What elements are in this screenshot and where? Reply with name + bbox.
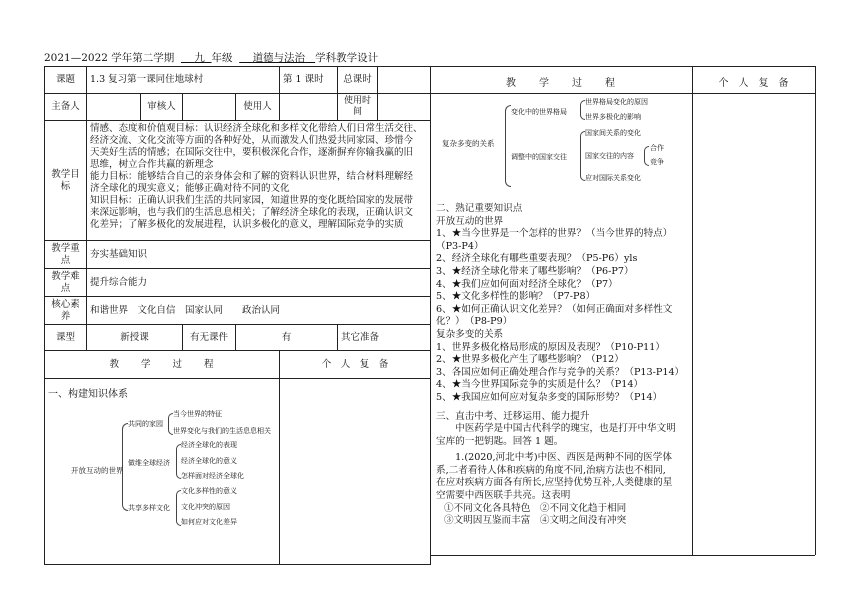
rmindmap-branch-2: 调整中的国家交往 bbox=[511, 153, 567, 161]
mindmap-leaf-3-3: 如何应对文化差异 bbox=[181, 518, 237, 526]
mindmap-leaf-1-1: 当今世界的特征 bbox=[173, 410, 222, 418]
school-year: 2021—2022 学年第二学期 bbox=[44, 52, 175, 64]
right-text-body bbox=[436, 203, 690, 528]
mindmap-leaf-2-3: 怎样面对经济全球化 bbox=[181, 472, 244, 480]
right-bottom-border bbox=[430, 555, 815, 556]
other-label: 其它准备 bbox=[338, 325, 431, 351]
paragraph-line: 系,二者看待人体和疾病的角度不同,治病方法也不相同, bbox=[436, 464, 666, 476]
author-value bbox=[87, 94, 141, 121]
paragraph-line: 宝库的一把钥匙。回答 1 题。 bbox=[436, 435, 564, 447]
reviewer-value bbox=[183, 94, 236, 121]
exam-options bbox=[436, 503, 690, 528]
rmindmap-leaf-2-3: 应对国际关系变化 bbox=[585, 174, 641, 182]
goals-line: 经济交流、文化交流等方面的各种好处，从而激发人们热爱共同家园、珍惜今 bbox=[90, 135, 414, 146]
grade-value: 九 bbox=[194, 52, 205, 64]
courseware-value: 有 bbox=[236, 325, 338, 351]
rmindmap-sub-cooperation: 合作 bbox=[650, 144, 664, 152]
rmindmap-brace-sub bbox=[644, 146, 649, 166]
goals-line: 思维，树立合作共赢的新理念 bbox=[90, 159, 214, 170]
section-exam-practice: 三、直击中考、迁移运用、能力提升 bbox=[436, 410, 590, 422]
goals-line: 来深远影响，也与我们的生活息息相关；了解经济全球化的表现，正确认识文 bbox=[90, 207, 414, 218]
paragraph-line: 在应对疾病方面各有所长,应坚持优势互补,人类健康的星 bbox=[436, 477, 673, 489]
key-point-item: 3、★经济全球化带来了哪些影响？（P6-P7） bbox=[436, 265, 634, 277]
mindmap-branch-3: 共享多样文化 bbox=[128, 504, 170, 512]
mindmap-root-left: 开放互动的世界 bbox=[71, 466, 124, 475]
option-line: ①不同文化各具特色 ②不同文化趋于相同 bbox=[444, 502, 627, 514]
use-time-label: 使用时间 bbox=[338, 94, 378, 121]
exam-intro-paragraph bbox=[436, 423, 690, 448]
paragraph-line: 空需要中西医联手共亮。这表明 bbox=[436, 490, 571, 502]
key-point-item: （P3-P4） bbox=[436, 240, 484, 252]
rmindmap-leaf-1-1: 世界格局变化的原因 bbox=[585, 98, 648, 106]
key-point-item: 4、★当今世界国际竞争的实质是什么？（P14） bbox=[436, 379, 644, 391]
rmindmap-leaf-2-1: 国家间关系的变化 bbox=[585, 129, 641, 137]
rmindmap-leaf-1-2: 世界多极化的影响 bbox=[585, 113, 641, 121]
left-personal-body bbox=[280, 379, 431, 565]
header-suffix: 学科教学设计 bbox=[315, 52, 379, 64]
total-periods-value bbox=[378, 67, 431, 94]
mindmap-root-right: 复杂多变的关系 bbox=[442, 139, 495, 148]
goals-line: 济全球化的现实意义；能够正确对待不同的文化 bbox=[90, 183, 290, 194]
exam-question-paragraph bbox=[436, 452, 690, 502]
paragraph-line: 1.(2020,河北中考)中医、西医是两种不同的医学体 bbox=[436, 452, 672, 464]
literacy-label: 核心素养 bbox=[45, 297, 87, 325]
key-point-item: 1、★当今世界是一个怎样的世界？（当今世界的特点） bbox=[436, 228, 673, 240]
section-key-points: 二、熟记重要知识点 bbox=[436, 203, 523, 214]
key-point-item: 化？） （P8-P9） bbox=[436, 316, 513, 328]
paragraph-line: 中医药学是中国古代科学的瑰宝，也是打开中华文明 bbox=[436, 423, 676, 435]
right-outer-border bbox=[815, 66, 816, 555]
mindmap-leaf-2-1: 经济全球化的表现 bbox=[181, 441, 237, 449]
section-build-knowledge: 一、构建知识体系 bbox=[48, 389, 128, 400]
process-label-left: 教 学 过 程 bbox=[45, 351, 280, 379]
rmindmap-branch-1: 变化中的世界格局 bbox=[511, 108, 567, 116]
goals-line: 能力目标：能够结合自己的亲身体会和了解的资料认识世界，结合材料理解经 bbox=[90, 171, 414, 182]
goals-label: 教学目标 bbox=[45, 121, 87, 241]
lesson-info-table bbox=[44, 66, 431, 565]
difficulty-label: 教学难点 bbox=[45, 269, 87, 297]
total-periods-label: 总课时 bbox=[338, 67, 378, 94]
key-points-list-1 bbox=[436, 228, 690, 329]
goals-line: 天美好生活的情感；在国际交往中，要积极深化合作，逐渐摒弃你输我赢的旧 bbox=[90, 147, 414, 158]
reviewer-label: 审核人 bbox=[141, 94, 183, 121]
period-value: 第 1 课时 bbox=[280, 67, 338, 94]
right-column-divider bbox=[692, 66, 693, 555]
mindmap-leaf-3-1: 文化多样性的意义 bbox=[181, 487, 237, 495]
courseware-label: 有无课件 bbox=[183, 325, 236, 351]
option-line: ③文明因互鉴而丰富 ④文明之间没有冲突 bbox=[444, 515, 627, 527]
grade-label: 年级 bbox=[211, 52, 233, 64]
personal-label-left: 个 人 复 备 bbox=[280, 351, 431, 379]
author-label: 主备人 bbox=[45, 94, 87, 121]
topic-label: 课题 bbox=[45, 67, 87, 94]
rmindmap-brace-main bbox=[505, 105, 511, 187]
rmindmap-leaf-2-2: 国家交往的内容 bbox=[585, 152, 634, 160]
right-header-divider bbox=[430, 93, 815, 94]
literacy-value: 和谐世界 文化自信 国家认同 政治认同 bbox=[87, 297, 431, 325]
mindmap-leaf-1-2: 世界变化与我们的生活息息相关 bbox=[173, 427, 271, 435]
key-point-item: 6、★如何正确认识文化差异？（如何正确面对多样性文 bbox=[436, 303, 673, 315]
difficulty-value: 提升综合能力 bbox=[87, 269, 431, 297]
document-header bbox=[44, 50, 378, 65]
type-label: 课型 bbox=[45, 325, 87, 351]
user-value bbox=[280, 94, 338, 121]
key-point-item: 3、各国应如何正确处理合作与竞争的关系？（P13-P14） bbox=[436, 366, 685, 378]
key-point-item: 5、★文化多样性的影响？（P7-P8） bbox=[436, 291, 596, 303]
personal-label-right: 个 人 复 备 bbox=[718, 78, 789, 89]
goals-line: 化差异；了解多极化的发展进程，认识多极化的意义，理解国际竞争的实质 bbox=[90, 219, 404, 230]
goals-line: 情感、态度和价值观目标：认识经济全球化和多样文化带给人们日常生活交往、 bbox=[90, 123, 423, 134]
user-label: 使用人 bbox=[236, 94, 280, 121]
mindmap-leaf-3-2: 文化冲突的原因 bbox=[181, 503, 230, 511]
key-point-item: 1、世界多极化格局形成的原因及表现？（P10-P11） bbox=[436, 341, 665, 353]
key-point-item: 4、★我们应如何面对经济全球化？（P7） bbox=[436, 278, 618, 290]
type-value: 新授课 bbox=[87, 325, 183, 351]
process-label-right: 教 学 过 程 bbox=[506, 78, 616, 89]
right-top-border bbox=[430, 66, 815, 67]
use-time-value bbox=[378, 94, 431, 121]
goals-line: 知识目标：正确认识我们生活的共同家园，知道世界的变化既给国家的发展带 bbox=[90, 195, 414, 206]
key-value: 夯实基础知识 bbox=[87, 241, 431, 269]
key-point-item: 5、★我国应如何应对复杂多变的国际形势？（P14） bbox=[436, 391, 663, 403]
rmindmap-sub-competition: 竞争 bbox=[650, 158, 664, 166]
mindmap-branch-2: 做维全球经济 bbox=[128, 459, 170, 467]
key-point-item: 2、★世界多极化产生了哪些影响？（P12） bbox=[436, 354, 624, 366]
key-label: 教学重点 bbox=[45, 241, 87, 269]
subheading-open-world: 开放互动的世界 bbox=[436, 215, 504, 227]
subject-value: 道德与法治 bbox=[252, 52, 306, 64]
key-point-item: 2、经济全球化有哪些重要表现？（P5-P6）yls bbox=[436, 253, 638, 265]
goals-cell bbox=[87, 121, 431, 241]
topic-value: 1.3 复习第一课同住地球村 bbox=[87, 67, 280, 94]
key-points-list-2 bbox=[436, 342, 690, 405]
subheading-complex-relations: 复杂多变的关系 bbox=[436, 328, 504, 340]
mindmap-leaf-2-2: 经济全球化的意义 bbox=[181, 457, 237, 465]
mindmap-branch-1: 共同的家园 bbox=[128, 420, 163, 428]
